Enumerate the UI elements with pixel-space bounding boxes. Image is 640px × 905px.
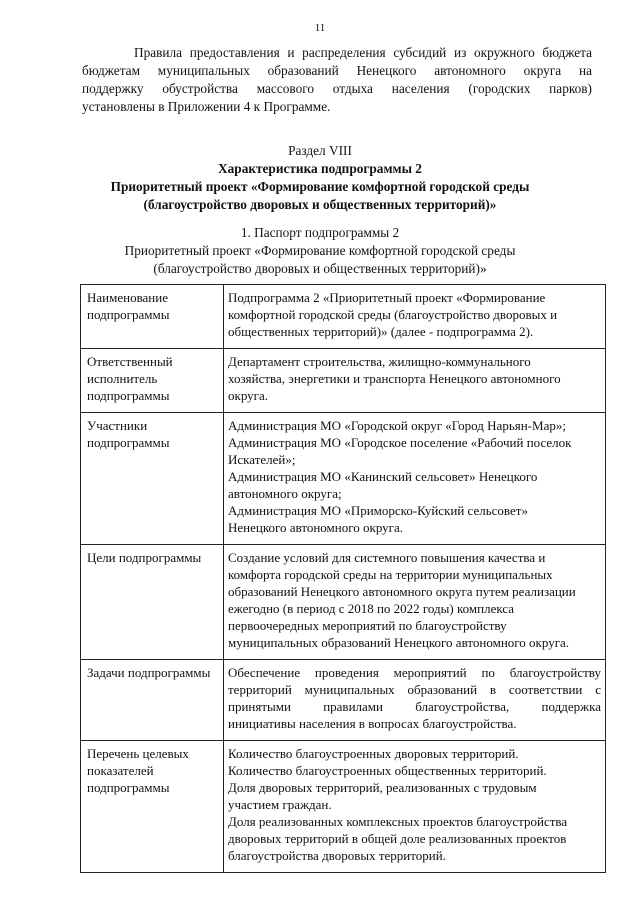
row-value — [224, 349, 606, 413]
row-value — [224, 413, 606, 545]
row-value-line: автономного округа; — [228, 486, 342, 501]
intro-paragraph — [82, 44, 592, 116]
row-value-line: образований Ненецкого автономного округа путем реализации — [228, 584, 576, 599]
row-value-line: Ненецкого автономного округа. — [228, 520, 403, 535]
section-title: (благоустройство дворовых и общественных территорий)» — [143, 197, 497, 212]
row-value-line: хозяйства, энергетики и транспорта Ненецкого автономного — [228, 371, 561, 386]
row-value-line: участием граждан. — [228, 797, 332, 812]
row-value-line: Обеспечение проведения мероприятий по благоустройству — [228, 665, 601, 680]
section-title: Приоритетный проект «Формирование комфортной городской среды — [110, 179, 530, 194]
row-value-line: комфорта городской среды на территории муниципальных — [228, 567, 553, 582]
section-title: Характеристика подпрограммы 2 — [218, 161, 422, 176]
intro-line: установлены в Приложении 4 к Программе. — [82, 99, 331, 114]
passport-heading: 1. Паспорт подпрограммы 2 — [240, 225, 400, 240]
row-value — [224, 741, 606, 873]
row-value-line: общественных территорий)» (далее - подпрограмма 2). — [228, 324, 534, 339]
row-value-line: Администрация МО «Канинский сельсовет» Ненецкого — [228, 469, 538, 484]
table-row — [81, 413, 606, 545]
row-value-line: Количество благоустроенных общественных территорий. — [228, 763, 547, 778]
row-label: Участники подпрограммы — [81, 413, 224, 545]
row-value-line: Доля дворовых территорий, реализованных с трудовым — [228, 780, 537, 795]
row-label: Перечень целевых показателей подпрограммы — [81, 741, 224, 873]
row-value-line: благоустройства дворовых территорий. — [228, 848, 446, 863]
row-value — [224, 285, 606, 349]
row-value-line: Администрация МО «Городской округ «Город Нарьян-Мар»; — [228, 418, 566, 433]
row-value-line: муниципальных образований Ненецкого автономного округа. — [228, 635, 570, 650]
intro-line: Правила предоставления и распределения субсидий из окружного бюджета — [134, 45, 592, 60]
table-row — [81, 349, 606, 413]
row-value-line: комфортной городской среды (благоустройство дворовых и — [228, 307, 558, 322]
row-value-line: Создание условий для системного повышения качества и — [228, 550, 546, 565]
row-value-line: Доля реализованных комплексных проектов благоустройства — [228, 814, 568, 829]
row-value-line: Подпрограмма 2 «Приоритетный проект «Формирование — [228, 290, 546, 305]
row-value-line: принятыми правилами благоустройства, поддержка — [228, 699, 601, 714]
table-row — [81, 285, 606, 349]
row-value-line: инициативы населения в вопросах благоустройства. — [228, 716, 517, 731]
row-value-line: первоочередных мероприятий по благоустройству — [228, 618, 507, 633]
passport-subtitle: Приоритетный проект «Формирование комфортной городской среды — [124, 243, 516, 258]
row-label: Цели подпрограммы — [81, 545, 224, 660]
row-value-line: Администрация МО «Приморско-Куйский сельсовет» — [228, 503, 528, 518]
intro-line: бюджетам муниципальных образований Ненецкого автономного округа на — [82, 63, 592, 78]
row-value-line: ежегодно (в период с 2018 по 2022 годы) комплекса — [228, 601, 515, 616]
row-value-line: дворовых территорий в общей доле реализованных проектов — [228, 831, 567, 846]
table-row — [81, 741, 606, 873]
intro-line: поддержку обустройства массового отдыха населения (городских парков) — [82, 81, 592, 96]
row-value-line: территорий муниципальных образований в соответствии с — [228, 682, 601, 697]
row-value-line: округа. — [228, 388, 268, 403]
table-row — [81, 545, 606, 660]
row-label: Задачи подпрограммы — [81, 660, 224, 741]
row-value-line: Искателей»; — [228, 452, 296, 467]
row-value-line: Департамент строительства, жилищно-коммунального — [228, 354, 531, 369]
passport-subtitle: (благоустройство дворовых и общественных территорий)» — [153, 261, 487, 276]
row-value — [224, 660, 606, 741]
section-label: Раздел VIII — [288, 143, 352, 158]
row-label: Наименование подпрограммы — [81, 285, 224, 349]
row-label: Ответственный исполнитель подпрограммы — [81, 349, 224, 413]
page-number: 11 — [314, 22, 326, 34]
row-value-line: Количество благоустроенных дворовых территорий. — [228, 746, 519, 761]
table-row — [81, 660, 606, 741]
row-value-line: Администрация МО «Городское поселение «Рабочий поселок — [228, 435, 572, 450]
passport-table — [80, 284, 606, 873]
row-value — [224, 545, 606, 660]
